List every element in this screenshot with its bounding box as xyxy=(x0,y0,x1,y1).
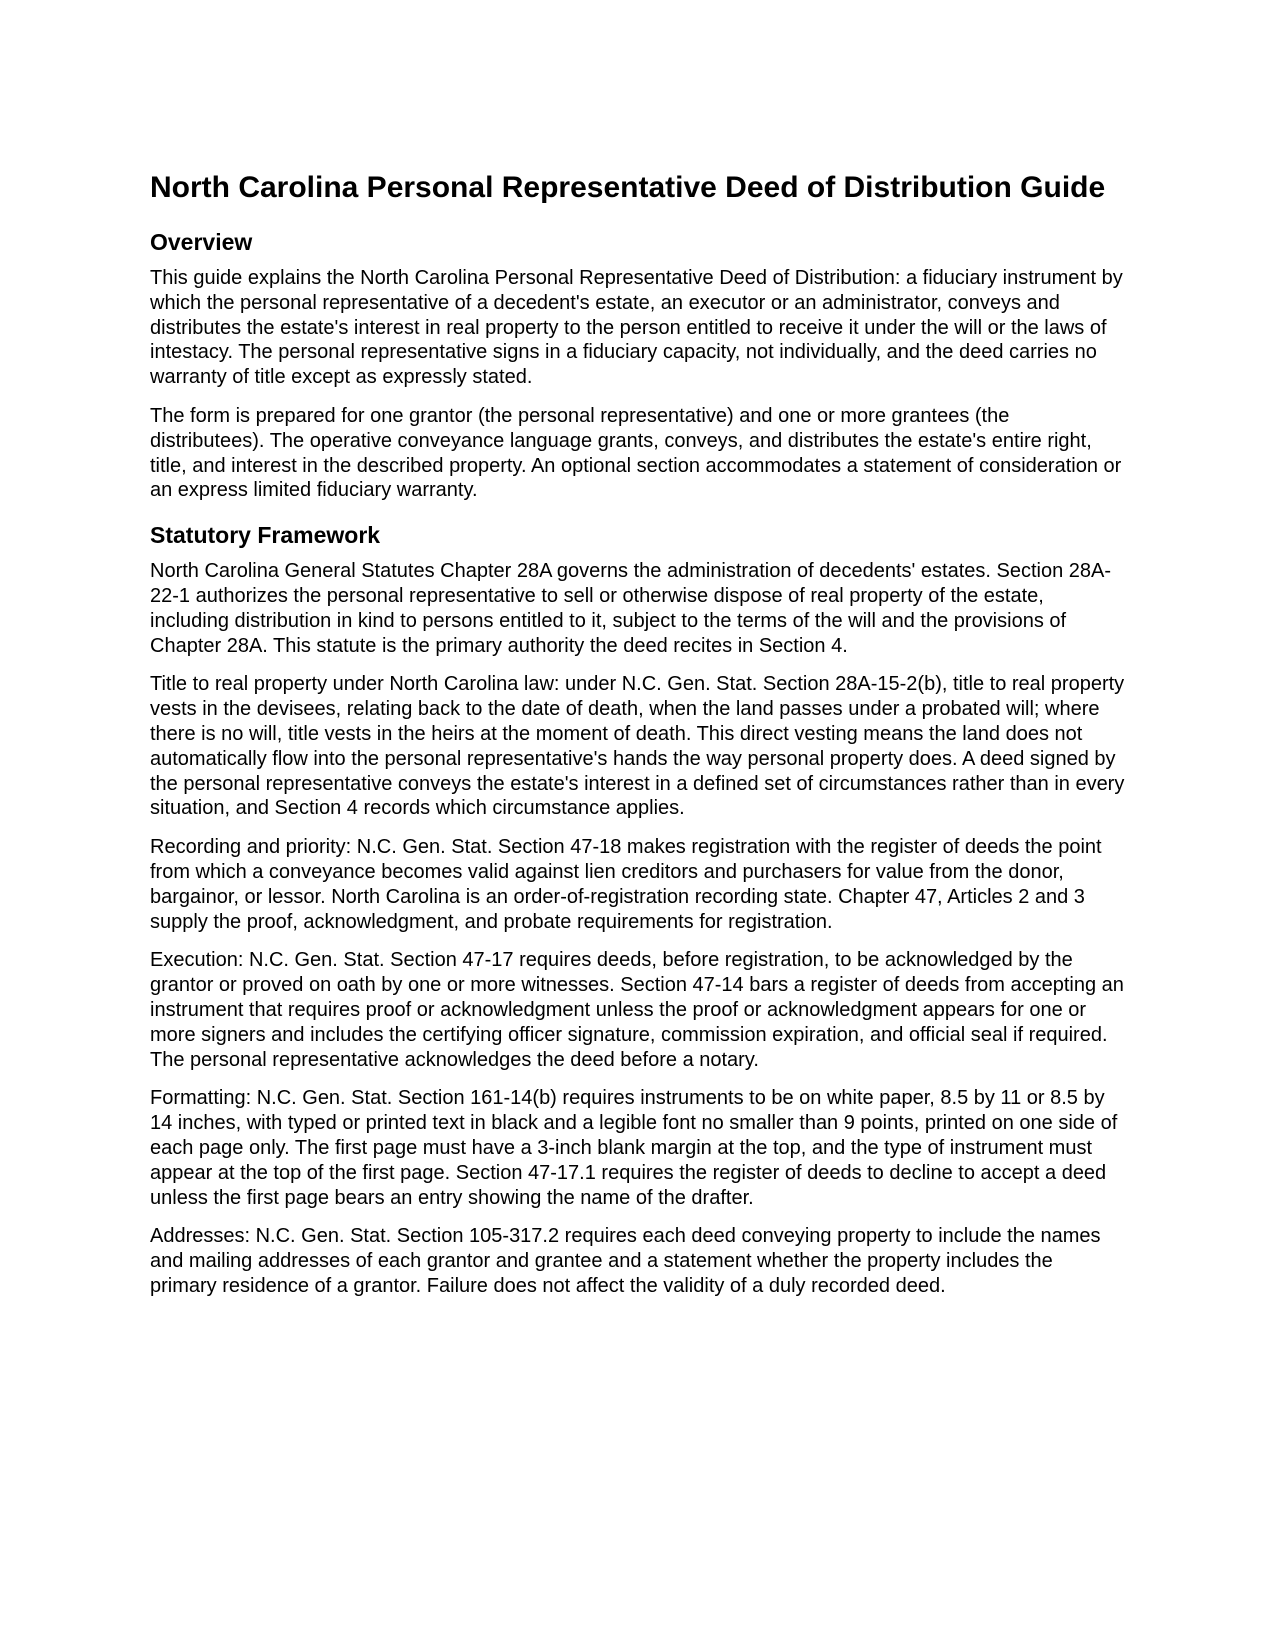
page-title: North Carolina Personal Representative Deed of Distribution Guide xyxy=(150,171,1106,204)
paragraph: This guide explains the North Carolina Personal Representative Deed of Distribution: a fiduciary instrument by which the personal representative of a decedent's estate, an executor or an administrator, conveys and distributes the estate's interest in real property to the person entitled to receive it under the will or the laws of intestacy. The personal representative signs in a fiduciary capacity, not individually, and the deed carries no warranty of title except as expressly stated. xyxy=(150,267,1123,389)
paragraph: North Carolina General Statutes Chapter 28A governs the administration of decedents' estates. Section 28A-22-1 authorizes the personal representative to sell or otherwise dispose of real property of the estate, including distribution in kind to persons entitled to it, subject to the terms of the will and the provisions of Chapter 28A. This statute is the primary authority the deed recites in Section 4. xyxy=(150,560,1112,657)
section-heading: Statutory Framework xyxy=(150,522,381,549)
paragraph: Execution: N.C. Gen. Stat. Section 47-17 requires deeds, before registration, to be acknowledged by the grantor or proved on oath by one or more witnesses. Section 47-14 bars a register of deeds from accepting an instrument that requires proof or acknowledgment unless the proof or acknowledgment appears for one or more signers and includes the certifying officer signature, commission expiration, and official seal if required. The personal representative acknowledges the deed before a notary. xyxy=(150,949,1124,1071)
section-statutory-framework xyxy=(150,521,1125,1299)
section-overview xyxy=(150,228,1125,503)
paragraph: Formatting: N.C. Gen. Stat. Section 161-14(b) requires instruments to be on white paper, 8.5 by 11 or 8.5 by 14 inches, with typed or printed text in black and a legible font no smaller than 9 points, printed on one side of each page only. The first page must have a 3-inch blank margin at the top, and the type of instrument must appear at the top of the first page. Section 47-17.1 requires the register of deeds to decline to accept a deed unless the first page bears an entry showing the name of the drafter. xyxy=(150,1087,1118,1209)
paragraph: The form is prepared for one grantor (the personal representative) and one or more grantees (the distributees). The operative conveyance language grants, conveys, and distributes the estate's entire right, title, and interest in the described property. An optional section accommodates a statement of consideration or an express limited fiduciary warranty. xyxy=(150,404,1122,502)
paragraph: Addresses: N.C. Gen. Stat. Section 105-317.2 requires each deed conveying property to include the names and mailing addresses of each grantor and grantee and a statement whether the property includes the primary residence of a grantor. Failure does not affect the validity of a duly recorded deed. xyxy=(150,1225,1101,1297)
paragraph: Recording and priority: N.C. Gen. Stat. Section 47-18 makes registration with the register of deeds the point from which a conveyance becomes valid against lien creditors and purchasers for value from the donor, bargainor, or lessor. North Carolina is an order-of-registration recording state. Chapter 47, Articles 2 and 3 supply the proof, acknowledgment, and probate requirements for registration. xyxy=(150,836,1102,933)
document-page xyxy=(150,170,1125,1313)
section-heading: Overview xyxy=(150,229,253,255)
paragraph: Title to real property under North Carolina law: under N.C. Gen. Stat. Section 28A-15-2(b), title to real property vests in the devisees, relating back to the date of death, when the land passes under a probated will; where there is no will, title vests in the heirs at the moment of death. This direct vesting means the land does not automatically flow into the personal representative's hands the way personal property does. A deed signed by the personal representative conveys the estate's interest in a defined set of circumstances rather than in every situation, and Section 4 records which circumstance applies. xyxy=(150,673,1125,820)
